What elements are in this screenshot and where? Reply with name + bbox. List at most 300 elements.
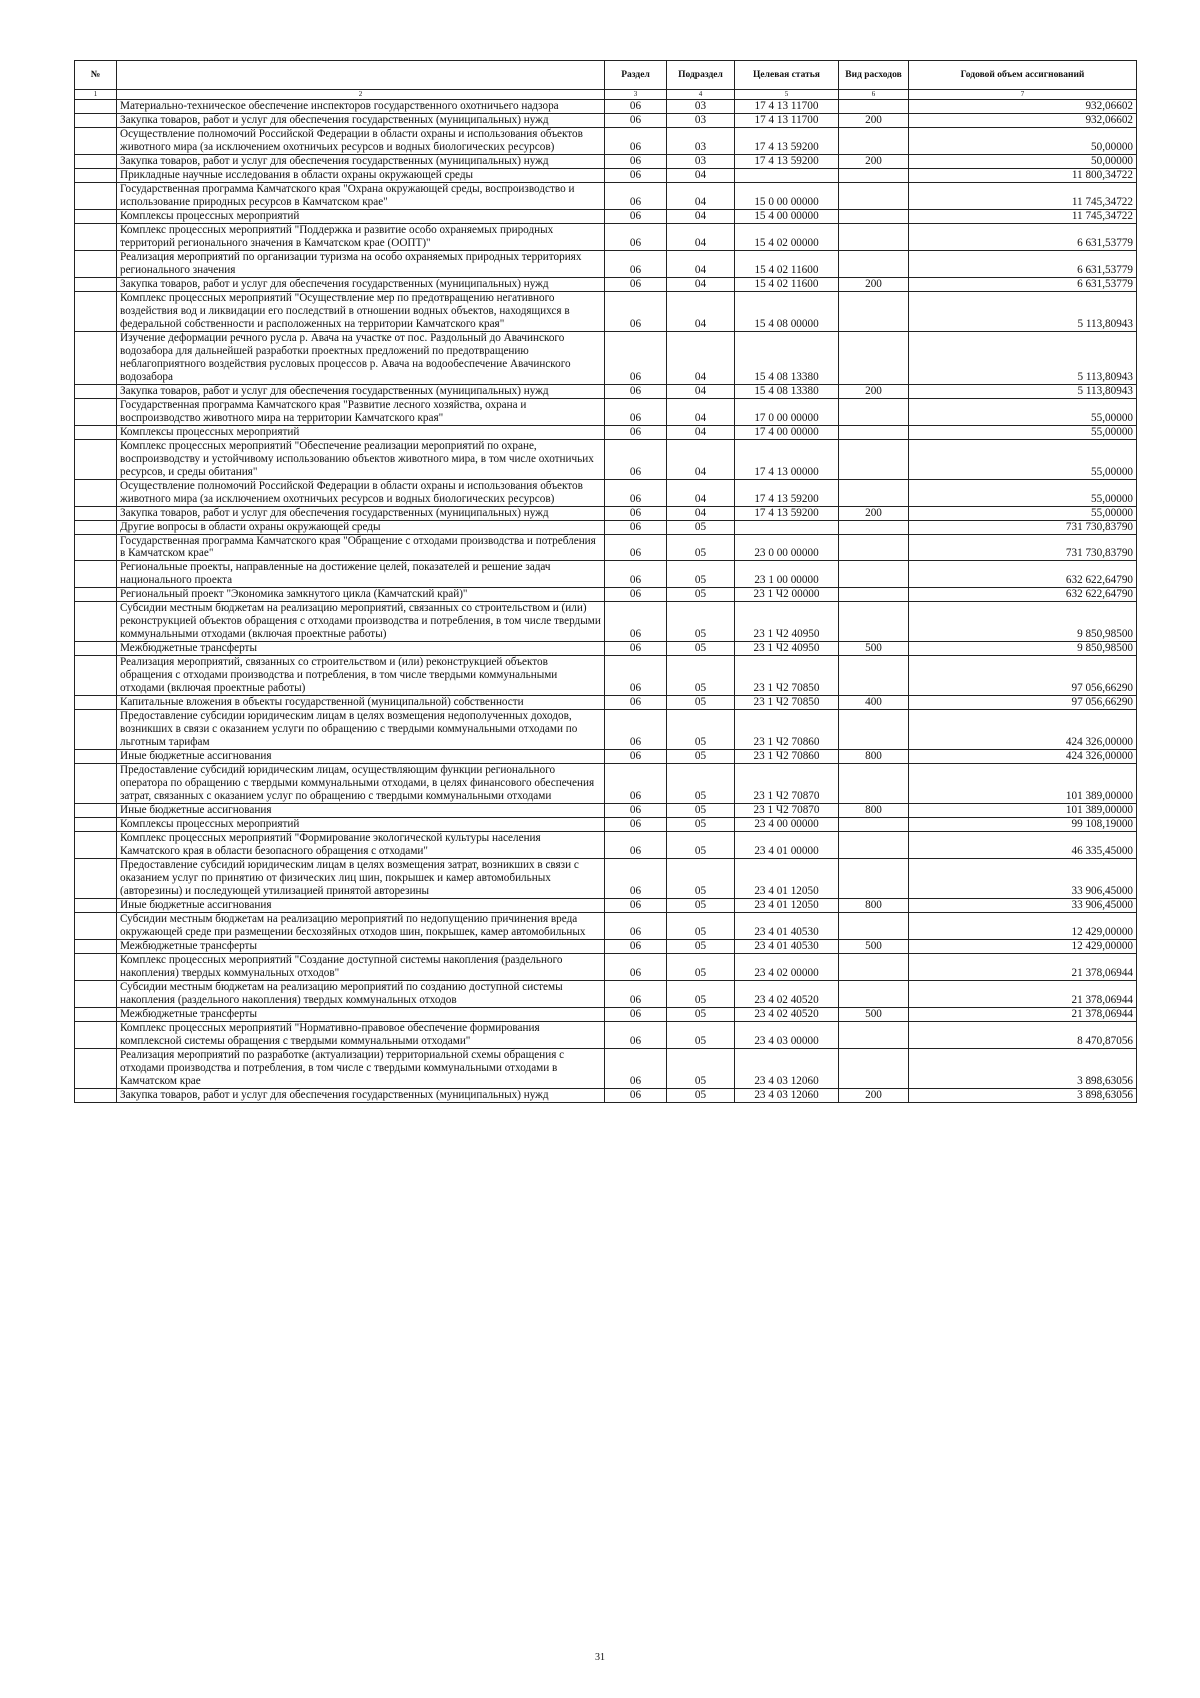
table-row — [75, 331, 1137, 384]
row-expense-type-cell — [839, 209, 909, 223]
row-target-cell: 23 1 Ч2 40950 — [735, 642, 839, 656]
row-number-cell — [75, 1088, 117, 1102]
row-number-cell — [75, 168, 117, 182]
row-expense-type-cell — [839, 588, 909, 602]
row-target-cell: 15 4 00 00000 — [735, 209, 839, 223]
row-amount-cell: 6 631,53779 — [909, 250, 1137, 277]
row-section-cell: 06 — [605, 804, 667, 818]
table-row — [75, 750, 1137, 764]
row-number-cell — [75, 209, 117, 223]
row-subsection-cell: 04 — [667, 331, 735, 384]
table-row — [75, 250, 1137, 277]
row-target-cell: 23 1 00 00000 — [735, 561, 839, 588]
row-amount-cell: 6 631,53779 — [909, 277, 1137, 291]
row-name-cell: Реализация мероприятий по разработке (актуализации) территориальной схемы обращения с отходами производства и потребления, в том числе с твердыми коммунальными отходами в Камчатском крае — [117, 1048, 605, 1088]
row-section-cell: 06 — [605, 588, 667, 602]
row-target-cell: 15 4 08 13380 — [735, 384, 839, 398]
table-row — [75, 859, 1137, 899]
row-name-cell: Иные бюджетные ассигнования — [117, 804, 605, 818]
table-row — [75, 100, 1137, 114]
row-target-cell: 15 4 02 00000 — [735, 223, 839, 250]
row-name-cell: Комплексы процессных мероприятий — [117, 425, 605, 439]
table-row — [75, 425, 1137, 439]
row-name-cell: Закупка товаров, работ и услуг для обеспечения государственных (муниципальных) нужд — [117, 506, 605, 520]
row-name-cell: Межбюджетные трансферты — [117, 642, 605, 656]
row-expense-type-cell — [839, 859, 909, 899]
row-amount-cell: 21 378,06944 — [909, 980, 1137, 1007]
row-expense-type-cell — [839, 100, 909, 114]
row-subsection-cell: 05 — [667, 642, 735, 656]
row-section-cell: 06 — [605, 439, 667, 479]
table-row — [75, 954, 1137, 981]
row-name-cell: Комплекс процессных мероприятий "Осуществление мер по предотвращению негативного воздействия вод и ликвидации его последствий в отношении водных объектов, находящихся в федеральной собственности и расположенных на территории Камчатского края" — [117, 291, 605, 331]
table-row — [75, 277, 1137, 291]
row-expense-type-cell — [839, 127, 909, 154]
row-subsection-cell: 04 — [667, 250, 735, 277]
row-section-cell: 06 — [605, 940, 667, 954]
table-row — [75, 818, 1137, 832]
row-amount-cell: 424 326,00000 — [909, 710, 1137, 750]
row-number-cell — [75, 899, 117, 913]
row-target-cell — [735, 520, 839, 534]
row-target-cell: 23 1 Ч2 70860 — [735, 750, 839, 764]
row-expense-type-cell: 200 — [839, 506, 909, 520]
header-expense-type: Вид расходов — [839, 61, 909, 90]
row-number-cell — [75, 331, 117, 384]
row-name-cell: Капитальные вложения в объекты государственной (муниципальной) собственности — [117, 696, 605, 710]
row-name-cell: Комплекс процессных мероприятий "Создание доступной системы накопления (раздельного накопления) твердых коммунальных отходов" — [117, 954, 605, 981]
row-section-cell: 06 — [605, 656, 667, 696]
row-subsection-cell: 04 — [667, 479, 735, 506]
row-subsection-cell: 05 — [667, 1007, 735, 1021]
row-subsection-cell: 05 — [667, 561, 735, 588]
row-section-cell: 06 — [605, 1048, 667, 1088]
row-name-cell: Региональные проекты, направленные на достижение целей, показателей и решение задач национального проекта — [117, 561, 605, 588]
row-section-cell: 06 — [605, 980, 667, 1007]
row-expense-type-cell — [839, 980, 909, 1007]
row-name-cell: Государственная программа Камчатского края "Развитие лесного хозяйства, охрана и воспроизводство животного мира на территории Камчатского края" — [117, 398, 605, 425]
row-name-cell: Региональный проект "Экономика замкнутого цикла (Камчатский край)" — [117, 588, 605, 602]
row-name-cell: Осуществление полномочий Российской Федерации в области охраны и использования объектов животного мира (за исключением охотничьих ресурсов и водных биологических ресурсов) — [117, 127, 605, 154]
row-amount-cell: 55,00000 — [909, 439, 1137, 479]
row-section-cell: 06 — [605, 954, 667, 981]
row-target-cell: 15 4 02 11600 — [735, 250, 839, 277]
row-section-cell: 06 — [605, 561, 667, 588]
row-amount-cell: 55,00000 — [909, 398, 1137, 425]
row-name-cell: Государственная программа Камчатского края "Обращение с отходами производства и потребления в Камчатском крае" — [117, 534, 605, 561]
row-subsection-cell: 04 — [667, 384, 735, 398]
table-row — [75, 154, 1137, 168]
row-subsection-cell: 05 — [667, 602, 735, 642]
row-expense-type-cell: 800 — [839, 804, 909, 818]
row-number-cell — [75, 859, 117, 899]
row-amount-cell: 3 898,63056 — [909, 1048, 1137, 1088]
row-number-cell — [75, 602, 117, 642]
row-number-cell — [75, 656, 117, 696]
row-subsection-cell: 04 — [667, 439, 735, 479]
table-row — [75, 913, 1137, 940]
row-target-cell: 23 1 Ч2 70870 — [735, 804, 839, 818]
row-amount-cell: 424 326,00000 — [909, 750, 1137, 764]
row-expense-type-cell: 500 — [839, 940, 909, 954]
table-row — [75, 1007, 1137, 1021]
row-number-cell — [75, 750, 117, 764]
row-section-cell: 06 — [605, 331, 667, 384]
row-target-cell: 23 4 02 40520 — [735, 980, 839, 1007]
row-subsection-cell: 05 — [667, 980, 735, 1007]
row-name-cell: Иные бюджетные ассигнования — [117, 750, 605, 764]
row-name-cell: Иные бюджетные ассигнования — [117, 899, 605, 913]
row-subsection-cell: 03 — [667, 100, 735, 114]
row-expense-type-cell — [839, 250, 909, 277]
row-section-cell: 06 — [605, 100, 667, 114]
row-subsection-cell: 04 — [667, 223, 735, 250]
row-name-cell: Комплексы процессных мероприятий — [117, 818, 605, 832]
header-amount: Годовой объем ассигнований — [909, 61, 1137, 90]
row-subsection-cell: 05 — [667, 1021, 735, 1048]
row-section-cell: 06 — [605, 832, 667, 859]
row-name-cell: Комплекс процессных мероприятий "Обеспечение реализации мероприятий по охране, воспроизводству и устойчивому использованию объектов животного мира, в том числе охотничьих ресурсов, и среды обитания" — [117, 439, 605, 479]
row-subsection-cell: 05 — [667, 656, 735, 696]
table-row — [75, 291, 1137, 331]
row-subsection-cell: 05 — [667, 1088, 735, 1102]
table-row — [75, 710, 1137, 750]
row-amount-cell: 55,00000 — [909, 425, 1137, 439]
row-name-cell: Материально-техническое обеспечение инспекторов государственного охотничьего надзора — [117, 100, 605, 114]
table-row — [75, 656, 1137, 696]
row-section-cell: 06 — [605, 750, 667, 764]
row-number-cell — [75, 398, 117, 425]
row-subsection-cell: 05 — [667, 696, 735, 710]
table-row — [75, 832, 1137, 859]
row-number-cell — [75, 506, 117, 520]
row-subsection-cell: 05 — [667, 913, 735, 940]
row-expense-type-cell — [839, 223, 909, 250]
table-row — [75, 113, 1137, 127]
row-number-cell — [75, 223, 117, 250]
row-subsection-cell: 05 — [667, 588, 735, 602]
row-amount-cell: 101 389,00000 — [909, 764, 1137, 804]
row-subsection-cell: 05 — [667, 710, 735, 750]
table-row — [75, 168, 1137, 182]
row-amount-cell: 33 906,45000 — [909, 899, 1137, 913]
row-target-cell: 23 4 03 12060 — [735, 1048, 839, 1088]
table-row — [75, 588, 1137, 602]
row-expense-type-cell — [839, 520, 909, 534]
row-expense-type-cell: 200 — [839, 384, 909, 398]
row-amount-cell: 50,00000 — [909, 127, 1137, 154]
table-row — [75, 1088, 1137, 1102]
header-no: № — [75, 61, 117, 90]
row-amount-cell: 8 470,87056 — [909, 1021, 1137, 1048]
row-subsection-cell: 04 — [667, 209, 735, 223]
row-number-cell — [75, 764, 117, 804]
row-target-cell: 17 4 13 59200 — [735, 506, 839, 520]
row-target-cell: 23 4 01 00000 — [735, 832, 839, 859]
column-number: 6 — [839, 90, 909, 100]
column-number: 1 — [75, 90, 117, 100]
row-number-cell — [75, 250, 117, 277]
page-number: 31 — [595, 1652, 605, 1663]
row-section-cell: 06 — [605, 127, 667, 154]
row-amount-cell: 33 906,45000 — [909, 859, 1137, 899]
column-number: 7 — [909, 90, 1137, 100]
row-subsection-cell: 04 — [667, 277, 735, 291]
table-row — [75, 940, 1137, 954]
row-subsection-cell: 04 — [667, 291, 735, 331]
row-target-cell: 23 4 01 40530 — [735, 940, 839, 954]
row-target-cell: 23 1 Ч2 70870 — [735, 764, 839, 804]
row-section-cell: 06 — [605, 534, 667, 561]
row-section-cell: 06 — [605, 398, 667, 425]
row-amount-cell: 12 429,00000 — [909, 913, 1137, 940]
row-target-cell: 23 1 Ч2 40950 — [735, 602, 839, 642]
row-expense-type-cell — [839, 764, 909, 804]
row-section-cell: 06 — [605, 710, 667, 750]
row-amount-cell: 101 389,00000 — [909, 804, 1137, 818]
row-amount-cell: 11 800,34722 — [909, 168, 1137, 182]
row-subsection-cell: 05 — [667, 832, 735, 859]
header-target: Целевая статья — [735, 61, 839, 90]
row-name-cell: Закупка товаров, работ и услуг для обеспечения государственных (муниципальных) нужд — [117, 1088, 605, 1102]
row-target-cell: 23 4 01 12050 — [735, 859, 839, 899]
row-section-cell: 06 — [605, 764, 667, 804]
row-amount-cell: 21 378,06944 — [909, 954, 1137, 981]
row-target-cell: 23 1 Ч2 00000 — [735, 588, 839, 602]
row-section-cell: 06 — [605, 425, 667, 439]
row-subsection-cell: 05 — [667, 818, 735, 832]
row-expense-type-cell — [839, 1048, 909, 1088]
row-amount-cell: 46 335,45000 — [909, 832, 1137, 859]
row-target-cell: 23 4 03 00000 — [735, 1021, 839, 1048]
budget-table — [74, 60, 1137, 1103]
row-section-cell: 06 — [605, 384, 667, 398]
row-number-cell — [75, 1048, 117, 1088]
row-section-cell: 06 — [605, 506, 667, 520]
row-target-cell: 23 1 Ч2 70850 — [735, 656, 839, 696]
table-row — [75, 696, 1137, 710]
table-row — [75, 223, 1137, 250]
table-row — [75, 980, 1137, 1007]
row-amount-cell: 21 378,06944 — [909, 1007, 1137, 1021]
row-section-cell: 06 — [605, 277, 667, 291]
row-amount-cell: 731 730,83790 — [909, 534, 1137, 561]
row-number-cell — [75, 588, 117, 602]
row-target-cell: 15 4 08 13380 — [735, 331, 839, 384]
row-amount-cell: 632 622,64790 — [909, 588, 1137, 602]
row-section-cell: 06 — [605, 859, 667, 899]
row-subsection-cell: 05 — [667, 534, 735, 561]
row-name-cell: Межбюджетные трансферты — [117, 940, 605, 954]
row-target-cell: 17 4 00 00000 — [735, 425, 839, 439]
row-amount-cell: 97 056,66290 — [909, 656, 1137, 696]
row-amount-cell: 12 429,00000 — [909, 940, 1137, 954]
row-amount-cell: 55,00000 — [909, 506, 1137, 520]
row-section-cell: 06 — [605, 913, 667, 940]
row-target-cell — [735, 168, 839, 182]
row-number-cell — [75, 100, 117, 114]
row-amount-cell: 11 745,34722 — [909, 209, 1137, 223]
row-target-cell: 17 4 13 59200 — [735, 479, 839, 506]
header-subsection: Подраздел — [667, 61, 735, 90]
column-number: 3 — [605, 90, 667, 100]
row-number-cell — [75, 277, 117, 291]
row-subsection-cell: 05 — [667, 520, 735, 534]
row-number-cell — [75, 1007, 117, 1021]
row-name-cell: Комплекс процессных мероприятий "Формирование экологической культуры населения Камчатского края в области безопасного обращения с отходами" — [117, 832, 605, 859]
row-subsection-cell: 03 — [667, 154, 735, 168]
row-name-cell: Государственная программа Камчатского края "Охрана окружающей среды, воспроизводство и использование природных ресурсов в Камчатском крае" — [117, 182, 605, 209]
row-subsection-cell: 03 — [667, 127, 735, 154]
row-name-cell: Другие вопросы в области охраны окружающей среды — [117, 520, 605, 534]
row-expense-type-cell: 500 — [839, 1007, 909, 1021]
row-expense-type-cell — [839, 182, 909, 209]
row-number-cell — [75, 479, 117, 506]
row-section-cell: 06 — [605, 520, 667, 534]
row-number-cell — [75, 113, 117, 127]
row-number-cell — [75, 818, 117, 832]
row-section-cell: 06 — [605, 1088, 667, 1102]
table-row — [75, 1021, 1137, 1048]
row-subsection-cell: 03 — [667, 113, 735, 127]
row-name-cell: Комплекс процессных мероприятий "Нормативно-правовое обеспечение формирования комплексной системы обращения с твердыми коммунальными отходами" — [117, 1021, 605, 1048]
row-amount-cell: 632 622,64790 — [909, 561, 1137, 588]
table-body — [75, 100, 1137, 1103]
row-expense-type-cell: 200 — [839, 154, 909, 168]
row-name-cell: Реализация мероприятий по организации туризма на особо охраняемых природных территориях регионального значения — [117, 250, 605, 277]
row-target-cell: 23 1 Ч2 70860 — [735, 710, 839, 750]
row-target-cell: 17 4 13 59200 — [735, 154, 839, 168]
row-expense-type-cell — [839, 168, 909, 182]
row-expense-type-cell — [839, 710, 909, 750]
row-target-cell: 23 0 00 00000 — [735, 534, 839, 561]
row-section-cell: 06 — [605, 209, 667, 223]
row-number-cell — [75, 913, 117, 940]
row-expense-type-cell: 200 — [839, 1088, 909, 1102]
row-expense-type-cell: 400 — [839, 696, 909, 710]
row-section-cell: 06 — [605, 899, 667, 913]
row-subsection-cell: 05 — [667, 764, 735, 804]
row-subsection-cell: 05 — [667, 804, 735, 818]
row-number-cell — [75, 954, 117, 981]
row-subsection-cell: 05 — [667, 940, 735, 954]
row-expense-type-cell — [839, 818, 909, 832]
table-row — [75, 209, 1137, 223]
row-target-cell: 23 4 02 40520 — [735, 1007, 839, 1021]
column-number: 2 — [117, 90, 605, 100]
table-row — [75, 602, 1137, 642]
row-number-cell — [75, 520, 117, 534]
table-row — [75, 127, 1137, 154]
row-target-cell: 23 4 01 40530 — [735, 913, 839, 940]
row-name-cell: Субсидии местным бюджетам на реализацию мероприятий, связанных со строительством и (или) реконструкцией объектов обращения с отходами производства и потребления, в том числе твердыми коммунальными отходами (включая проектные работы) — [117, 602, 605, 642]
row-expense-type-cell — [839, 1021, 909, 1048]
row-amount-cell: 731 730,83790 — [909, 520, 1137, 534]
row-subsection-cell: 04 — [667, 506, 735, 520]
row-number-cell — [75, 980, 117, 1007]
row-section-cell: 06 — [605, 223, 667, 250]
row-number-cell — [75, 1021, 117, 1048]
row-section-cell: 06 — [605, 182, 667, 209]
row-name-cell: Предоставление субсидий юридическим лицам, осуществляющим функции регионального оператора по обращению с твердыми коммунальными отходами, в целях финансового обеспечения затрат, связанных с оказанием услуг по обращению с твердыми коммунальными отходами — [117, 764, 605, 804]
row-name-cell: Осуществление полномочий Российской Федерации в области охраны и использования объектов животного мира (за исключением охотничьих ресурсов и водных биологических ресурсов) — [117, 479, 605, 506]
row-number-cell — [75, 940, 117, 954]
row-target-cell: 23 4 01 12050 — [735, 899, 839, 913]
row-amount-cell: 9 850,98500 — [909, 602, 1137, 642]
table-row — [75, 439, 1137, 479]
row-section-cell: 06 — [605, 602, 667, 642]
row-name-cell: Закупка товаров, работ и услуг для обеспечения государственных (муниципальных) нужд — [117, 154, 605, 168]
row-name-cell: Предоставление субсидий юридическим лицам в целях возмещения затрат, возникших в связи с оказанием услуг по принятию от физических лиц шин, покрышек и камер автомобильных (авторезины) и последующей утилизацией принятой авторезины — [117, 859, 605, 899]
row-number-cell — [75, 439, 117, 479]
row-name-cell: Комплексы процессных мероприятий — [117, 209, 605, 223]
row-subsection-cell: 05 — [667, 750, 735, 764]
row-section-cell: 06 — [605, 291, 667, 331]
table-row — [75, 534, 1137, 561]
table-row — [75, 1048, 1137, 1088]
row-subsection-cell: 05 — [667, 859, 735, 899]
row-number-cell — [75, 384, 117, 398]
row-name-cell: Закупка товаров, работ и услуг для обеспечения государственных (муниципальных) нужд — [117, 384, 605, 398]
row-amount-cell: 932,06602 — [909, 100, 1137, 114]
row-expense-type-cell: 200 — [839, 277, 909, 291]
row-number-cell — [75, 182, 117, 209]
row-amount-cell: 3 898,63056 — [909, 1088, 1137, 1102]
table-row — [75, 398, 1137, 425]
row-section-cell: 06 — [605, 154, 667, 168]
row-target-cell: 15 0 00 00000 — [735, 182, 839, 209]
row-number-cell — [75, 804, 117, 818]
row-expense-type-cell — [839, 291, 909, 331]
row-expense-type-cell — [839, 561, 909, 588]
column-number-row — [75, 90, 1137, 100]
table-row — [75, 506, 1137, 520]
row-amount-cell: 5 113,80943 — [909, 331, 1137, 384]
row-amount-cell: 55,00000 — [909, 479, 1137, 506]
row-name-cell: Комплекс процессных мероприятий "Поддержка и развитие особо охраняемых природных территорий регионального значения в Камчатском крае (ООПТ)" — [117, 223, 605, 250]
row-target-cell: 17 4 13 11700 — [735, 113, 839, 127]
row-subsection-cell: 05 — [667, 1048, 735, 1088]
row-target-cell: 23 4 03 12060 — [735, 1088, 839, 1102]
row-name-cell: Прикладные научные исследования в области охраны окружающей среды — [117, 168, 605, 182]
row-subsection-cell: 05 — [667, 899, 735, 913]
row-expense-type-cell: 800 — [839, 750, 909, 764]
table-row — [75, 182, 1137, 209]
row-target-cell: 15 4 08 00000 — [735, 291, 839, 331]
row-number-cell — [75, 425, 117, 439]
row-expense-type-cell — [839, 913, 909, 940]
row-subsection-cell: 05 — [667, 954, 735, 981]
row-expense-type-cell — [839, 479, 909, 506]
row-expense-type-cell — [839, 602, 909, 642]
row-target-cell: 15 4 02 11600 — [735, 277, 839, 291]
row-subsection-cell: 04 — [667, 425, 735, 439]
row-expense-type-cell — [839, 832, 909, 859]
table-row — [75, 804, 1137, 818]
table-row — [75, 561, 1137, 588]
table-row — [75, 764, 1137, 804]
row-target-cell: 17 4 13 59200 — [735, 127, 839, 154]
row-target-cell: 17 4 13 00000 — [735, 439, 839, 479]
row-target-cell: 23 4 02 00000 — [735, 954, 839, 981]
row-subsection-cell: 04 — [667, 398, 735, 425]
row-number-cell — [75, 710, 117, 750]
row-subsection-cell: 04 — [667, 182, 735, 209]
row-expense-type-cell — [839, 398, 909, 425]
row-expense-type-cell: 500 — [839, 642, 909, 656]
table-row — [75, 384, 1137, 398]
row-section-cell: 06 — [605, 1007, 667, 1021]
